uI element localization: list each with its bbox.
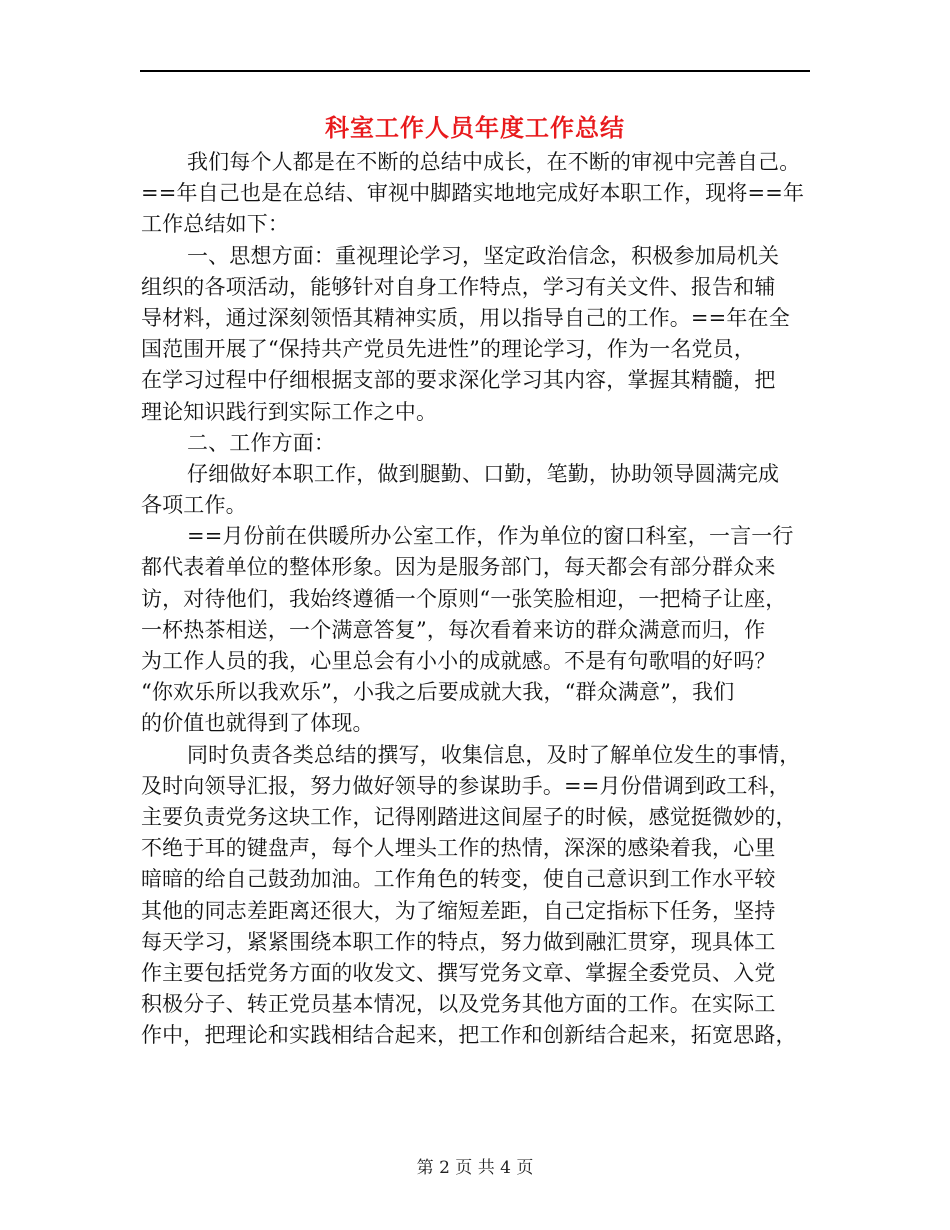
body-line: 暗暗的给自己鼓劲加油。工作角色的转变，使自己意识到工作水平较 bbox=[141, 867, 776, 892]
document-body bbox=[141, 147, 813, 1051]
body-line: 访，对待他们，我始终遵循一个原则“一张笑脸相迎，一把椅子让座， bbox=[141, 586, 787, 611]
body-line: 作中，把理论和实践相结合起来，把工作和创新结合起来，拓宽思路， bbox=[141, 1023, 797, 1048]
body-line: 积极分子、转正党员基本情况，以及党务其他方面的工作。在实际工 bbox=[141, 992, 776, 1017]
body-line: 导材料，通过深刻领悟其精神实质，用以指导自己的工作。==年在全 bbox=[141, 305, 790, 330]
body-line: 理论知识践行到实际工作之中。 bbox=[141, 399, 438, 424]
body-line: “你欢乐所以我欢乐”，小我之后要成就大我，“群众满意”，我们 bbox=[141, 680, 735, 705]
document-title: 科室工作人员年度工作总结 bbox=[325, 113, 625, 142]
body-line: 组织的各项活动，能够针对自身工作特点，学习有关文件、报告和辅 bbox=[141, 274, 776, 299]
body-line: 国范围开展了“保持共产党员先进性”的理论学习，作为一名党员， bbox=[141, 337, 755, 362]
body-line: 同时负责各类总结的撰写，收集信息，及时了解单位发生的事情， bbox=[187, 742, 801, 767]
page-footer: 第 2 页 共 4 页 bbox=[416, 1158, 534, 1178]
body-line: 我们每个人都是在不断的总结中成长，在不断的审视中完善自己。 bbox=[187, 150, 801, 174]
body-line: 二、工作方面： bbox=[187, 430, 336, 455]
body-line: 工作总结如下： bbox=[141, 212, 290, 237]
body-line: 各项工作。 bbox=[141, 493, 247, 518]
body-line: 一、思想方面：重视理论学习，坚定政治信念，积极参加局机关 bbox=[187, 243, 780, 268]
body-line: ==月份前在供暖所办公室工作，作为单位的窗口科室，一言一行 bbox=[187, 524, 794, 549]
body-line: 每天学习，紧紧围绕本职工作的特点，努力做到融汇贯穿，现具体工 bbox=[141, 929, 776, 954]
body-line: 及时向领导汇报，努力做好领导的参谋助手。==月份借调到政工科， bbox=[141, 773, 790, 798]
body-line: 为工作人员的我，心里总会有小小的成就感。不是有句歌唱的好吗？ bbox=[141, 649, 776, 673]
header-rule bbox=[140, 70, 810, 72]
body-line: 仔细做好本职工作，做到腿勤、口勤，笔勤，协助领导圆满完成 bbox=[187, 461, 780, 486]
body-line: 不绝于耳的键盘声，每个人埋头工作的热情，深深的感染着我，心里 bbox=[141, 836, 776, 861]
body-line: 主要负责党务这块工作，记得刚踏进这间屋子的时候，感觉挺微妙的， bbox=[141, 804, 797, 829]
body-line: 一杯热茶相送，一个满意答复”，每次看着来访的群众满意而归，作 bbox=[141, 617, 766, 642]
body-line: 其他的同志差距离还很大，为了缩短差距，自己定指标下任务，坚持 bbox=[141, 898, 776, 923]
body-line: 作主要包括党务方面的收发文、撰写党务文章、掌握全委党员、入党 bbox=[141, 960, 776, 985]
body-line: 都代表着单位的整体形象。因为是服务部门，每天都会有部分群众来 bbox=[141, 555, 776, 580]
body-line: 在学习过程中仔细根据支部的要求深化学习其内容，掌握其精髓，把 bbox=[141, 368, 776, 393]
body-line: 的价值也就得到了体现。 bbox=[141, 711, 374, 736]
body-line: ==年自己也是在总结、审视中脚踏实地地完成好本职工作，现将==年 bbox=[141, 181, 805, 206]
